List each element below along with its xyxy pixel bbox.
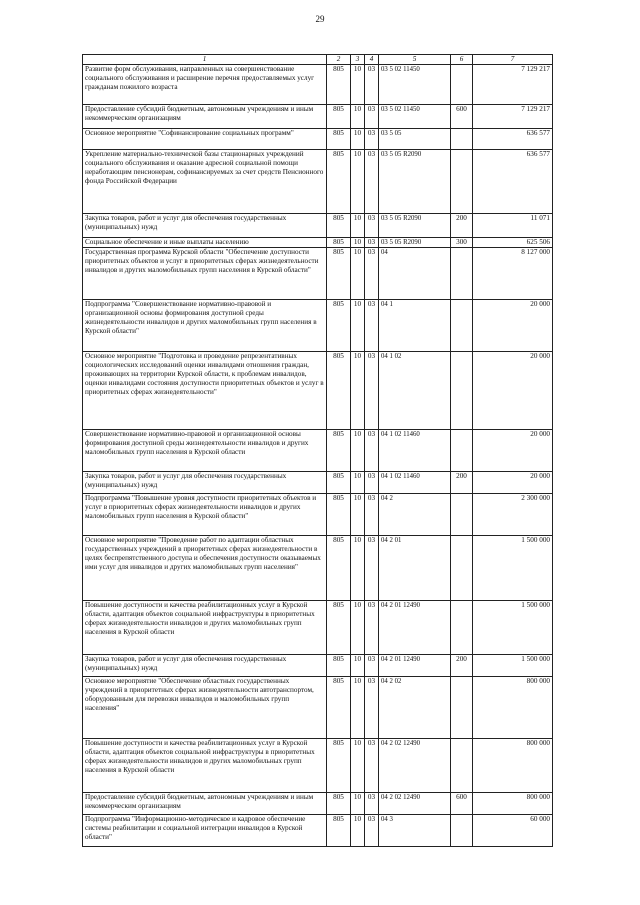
ministry-code-cell: 805 bbox=[327, 65, 351, 105]
table-row bbox=[83, 150, 553, 214]
section-code-cell: 10 bbox=[351, 248, 365, 300]
ministry-code-cell: 805 bbox=[327, 472, 351, 494]
item-name-cell: Укрепление материально-технической базы стационарных учреждений социального обслуживания и оказание адресной социальной помощи неработающим пенсионерам, софинансируемых за счет средств Пенсионного фонда Российской Федерации bbox=[83, 150, 327, 214]
subsection-code-cell: 03 bbox=[365, 494, 379, 536]
ministry-code-cell: 805 bbox=[327, 655, 351, 677]
item-name-cell: Закупка товаров, работ и услуг для обеспечения государственных (муниципальных) нужд bbox=[83, 655, 327, 677]
section-code-cell: 10 bbox=[351, 352, 365, 430]
ministry-code-cell: 805 bbox=[327, 300, 351, 352]
table-row bbox=[83, 129, 553, 150]
table-row bbox=[83, 601, 553, 655]
item-name-cell: Повышение доступности и качества реабилитационных услуг в Курской области, адаптация объектов социальной инфраструктуры в приоритетных сферах жизнедеятельности инвалидов и других маломобильных групп населения в Курской области bbox=[83, 739, 327, 793]
subsection-code-cell: 03 bbox=[365, 150, 379, 214]
subsection-code-cell: 03 bbox=[365, 105, 379, 129]
amount-cell: 2 300 000 bbox=[473, 494, 553, 536]
amount-cell: 7 129 217 bbox=[473, 105, 553, 129]
ministry-code-cell: 805 bbox=[327, 129, 351, 150]
table-row bbox=[83, 815, 553, 847]
table-row bbox=[83, 655, 553, 677]
amount-cell: 60 000 bbox=[473, 815, 553, 847]
subsection-code-cell: 03 bbox=[365, 214, 379, 238]
header-cell: 2 bbox=[327, 55, 351, 65]
section-code-cell: 10 bbox=[351, 150, 365, 214]
amount-cell: 1 500 000 bbox=[473, 601, 553, 655]
target-article-code-cell: 03 5 02 11450 bbox=[379, 65, 451, 105]
target-article-code-cell: 04 2 01 12490 bbox=[379, 655, 451, 677]
ministry-code-cell: 805 bbox=[327, 677, 351, 739]
amount-cell: 1 500 000 bbox=[473, 536, 553, 601]
table-row bbox=[83, 536, 553, 601]
header-cell: 6 bbox=[451, 55, 473, 65]
amount-cell: 20 000 bbox=[473, 352, 553, 430]
target-article-code-cell: 04 3 bbox=[379, 815, 451, 847]
item-name-cell: Государственная программа Курской области "Обеспечение доступности приоритетных объектов и услуг в приоритетных сферах жизнедеятельности инвалидов и других маломобильных групп населения в Курской области" bbox=[83, 248, 327, 300]
subsection-code-cell: 03 bbox=[365, 65, 379, 105]
expense-type-code-cell: 200 bbox=[451, 655, 473, 677]
amount-cell: 1 500 000 bbox=[473, 655, 553, 677]
ministry-code-cell: 805 bbox=[327, 536, 351, 601]
table-row bbox=[83, 248, 553, 300]
target-article-code-cell: 04 1 02 11460 bbox=[379, 430, 451, 472]
section-code-cell: 10 bbox=[351, 815, 365, 847]
target-article-code-cell: 03 5 05 R2090 bbox=[379, 214, 451, 238]
item-name-cell: Подпрограмма "Информационно-методическое и кадровое обеспечение системы реабилитации и социальной интеграции инвалидов в Курской области" bbox=[83, 815, 327, 847]
target-article-code-cell: 04 bbox=[379, 248, 451, 300]
item-name-cell: Предоставление субсидий бюджетным, автономным учреждениям и иным некоммерческим организациям bbox=[83, 105, 327, 129]
ministry-code-cell: 805 bbox=[327, 494, 351, 536]
table-row bbox=[83, 430, 553, 472]
table-row bbox=[83, 494, 553, 536]
expense-type-code-cell: 200 bbox=[451, 472, 473, 494]
target-article-code-cell: 03 5 02 11450 bbox=[379, 105, 451, 129]
expense-type-code-cell bbox=[451, 677, 473, 739]
expense-type-code-cell bbox=[451, 536, 473, 601]
item-name-cell: Предоставление субсидий бюджетным, автономным учреждениям и иным некоммерческим организациям bbox=[83, 793, 327, 815]
section-code-cell: 10 bbox=[351, 601, 365, 655]
expense-type-code-cell: 300 bbox=[451, 238, 473, 248]
ministry-code-cell: 805 bbox=[327, 793, 351, 815]
expense-type-code-cell bbox=[451, 494, 473, 536]
target-article-code-cell: 04 2 02 12490 bbox=[379, 793, 451, 815]
table-row bbox=[83, 677, 553, 739]
table-body bbox=[83, 65, 553, 847]
table-row bbox=[83, 472, 553, 494]
item-name-cell: Социальное обеспечение и иные выплаты населению bbox=[83, 238, 327, 248]
ministry-code-cell: 805 bbox=[327, 238, 351, 248]
header-cell: 5 bbox=[379, 55, 451, 65]
target-article-code-cell: 04 2 02 bbox=[379, 677, 451, 739]
subsection-code-cell: 03 bbox=[365, 248, 379, 300]
subsection-code-cell: 03 bbox=[365, 739, 379, 793]
amount-cell: 11 071 bbox=[473, 214, 553, 238]
amount-cell: 800 000 bbox=[473, 677, 553, 739]
page-number: 29 bbox=[315, 14, 325, 24]
header-cell: 3 bbox=[351, 55, 365, 65]
subsection-code-cell: 03 bbox=[365, 352, 379, 430]
item-name-cell: Закупка товаров, работ и услуг для обеспечения государственных (муниципальных) нужд bbox=[83, 472, 327, 494]
ministry-code-cell: 805 bbox=[327, 105, 351, 129]
expense-type-code-cell bbox=[451, 65, 473, 105]
item-name-cell: Закупка товаров, работ и услуг для обеспечения государственных (муниципальных) нужд bbox=[83, 214, 327, 238]
subsection-code-cell: 03 bbox=[365, 129, 379, 150]
item-name-cell: Основное мероприятие "Подготовка и проведение репрезентативных социологических исследований оценки инвалидами отношения граждан, проживающих на территории Курской области, к проблемам инвалидов, оценки инвалидами состояния доступности приоритетных объектов и услуг в приоритетных сферах жизнедеятельности" bbox=[83, 352, 327, 430]
section-code-cell: 10 bbox=[351, 793, 365, 815]
subsection-code-cell: 03 bbox=[365, 238, 379, 248]
target-article-code-cell: 04 1 02 bbox=[379, 352, 451, 430]
expense-type-code-cell bbox=[451, 300, 473, 352]
amount-cell: 800 000 bbox=[473, 739, 553, 793]
section-code-cell: 10 bbox=[351, 105, 365, 129]
expense-type-code-cell bbox=[451, 129, 473, 150]
section-code-cell: 10 bbox=[351, 655, 365, 677]
amount-cell: 636 577 bbox=[473, 150, 553, 214]
section-code-cell: 10 bbox=[351, 536, 365, 601]
ministry-code-cell: 805 bbox=[327, 430, 351, 472]
section-code-cell: 10 bbox=[351, 214, 365, 238]
section-code-cell: 10 bbox=[351, 494, 365, 536]
target-article-code-cell: 03 5 05 R2090 bbox=[379, 150, 451, 214]
table-row bbox=[83, 793, 553, 815]
header-cell: 7 bbox=[473, 55, 553, 65]
subsection-code-cell: 03 bbox=[365, 536, 379, 601]
expense-type-code-cell: 600 bbox=[451, 793, 473, 815]
target-article-code-cell: 03 5 05 bbox=[379, 129, 451, 150]
target-article-code-cell: 04 2 02 12490 bbox=[379, 739, 451, 793]
subsection-code-cell: 03 bbox=[365, 677, 379, 739]
item-name-cell: Подпрограмма "Совершенствование нормативно-правовой и организационной основы формирования доступной среды жизнедеятельности инвалидов и других маломобильных групп населения в Курской области" bbox=[83, 300, 327, 352]
amount-cell: 20 000 bbox=[473, 300, 553, 352]
expense-type-code-cell bbox=[451, 150, 473, 214]
header-row bbox=[83, 55, 553, 65]
target-article-code-cell: 04 1 bbox=[379, 300, 451, 352]
ministry-code-cell: 805 bbox=[327, 352, 351, 430]
expense-type-code-cell bbox=[451, 815, 473, 847]
subsection-code-cell: 03 bbox=[365, 815, 379, 847]
expense-type-code-cell bbox=[451, 352, 473, 430]
item-name-cell: Основное мероприятие "Софинансирование социальных программ" bbox=[83, 129, 327, 150]
subsection-code-cell: 03 bbox=[365, 430, 379, 472]
item-name-cell: Основное мероприятие "Обеспечение областных государственных учреждений в приоритетных сферах жизнедеятельности автотранспортом, оборудованным для перевозки инвалидов и маломобильных групп населения" bbox=[83, 677, 327, 739]
target-article-code-cell: 04 2 01 12490 bbox=[379, 601, 451, 655]
section-code-cell: 10 bbox=[351, 677, 365, 739]
table-row bbox=[83, 214, 553, 238]
amount-cell: 7 129 217 bbox=[473, 65, 553, 105]
section-code-cell: 10 bbox=[351, 129, 365, 150]
amount-cell: 800 000 bbox=[473, 793, 553, 815]
amount-cell: 20 000 bbox=[473, 430, 553, 472]
ministry-code-cell: 805 bbox=[327, 739, 351, 793]
target-article-code-cell: 04 2 bbox=[379, 494, 451, 536]
table-row bbox=[83, 105, 553, 129]
item-name-cell: Повышение доступности и качества реабилитационных услуг в Курской области, адаптация объектов социальной инфраструктуры в приоритетных сферах жизнедеятельности инвалидов и других маломобильных групп населения в Курской области bbox=[83, 601, 327, 655]
item-name-cell: Основное мероприятие "Проведение работ по адаптации областных государственных учреждений в приоритетных сферах жизнедеятельности в целях беспрепятственного доступа и обеспечения доступности оказываемых ими услуг для инвалидов и других маломобильных групп населения" bbox=[83, 536, 327, 601]
section-code-cell: 10 bbox=[351, 238, 365, 248]
header-cell: 1 bbox=[83, 55, 327, 65]
table-row bbox=[83, 352, 553, 430]
ministry-code-cell: 805 bbox=[327, 815, 351, 847]
header-cell: 4 bbox=[365, 55, 379, 65]
item-name-cell: Подпрограмма "Повышение уровня доступности приоритетных объектов и услуг в приоритетных сферах жизнедеятельности инвалидов и других маломобильных групп населения в Курской области" bbox=[83, 494, 327, 536]
item-name-cell: Развитие форм обслуживания, направленных на совершенствование социального обслуживания и расширение перечня предоставляемых услуг гражданам пожилого возраста bbox=[83, 65, 327, 105]
expense-type-code-cell bbox=[451, 430, 473, 472]
amount-cell: 20 000 bbox=[473, 472, 553, 494]
ministry-code-cell: 805 bbox=[327, 150, 351, 214]
target-article-code-cell: 04 2 01 bbox=[379, 536, 451, 601]
target-article-code-cell: 03 5 05 R2090 bbox=[379, 238, 451, 248]
amount-cell: 625 506 bbox=[473, 238, 553, 248]
table-row bbox=[83, 739, 553, 793]
section-code-cell: 10 bbox=[351, 300, 365, 352]
subsection-code-cell: 03 bbox=[365, 472, 379, 494]
expense-type-code-cell: 200 bbox=[451, 214, 473, 238]
section-code-cell: 10 bbox=[351, 472, 365, 494]
subsection-code-cell: 03 bbox=[365, 300, 379, 352]
table-row bbox=[83, 238, 553, 248]
budget-table bbox=[82, 54, 553, 847]
subsection-code-cell: 03 bbox=[365, 793, 379, 815]
ministry-code-cell: 805 bbox=[327, 601, 351, 655]
table-row bbox=[83, 65, 553, 105]
ministry-code-cell: 805 bbox=[327, 248, 351, 300]
section-code-cell: 10 bbox=[351, 739, 365, 793]
amount-cell: 636 577 bbox=[473, 129, 553, 150]
section-code-cell: 10 bbox=[351, 430, 365, 472]
amount-cell: 8 127 000 bbox=[473, 248, 553, 300]
ministry-code-cell: 805 bbox=[327, 214, 351, 238]
expense-type-code-cell bbox=[451, 601, 473, 655]
expense-type-code-cell bbox=[451, 248, 473, 300]
expense-type-code-cell bbox=[451, 739, 473, 793]
expense-type-code-cell: 600 bbox=[451, 105, 473, 129]
subsection-code-cell: 03 bbox=[365, 655, 379, 677]
subsection-code-cell: 03 bbox=[365, 601, 379, 655]
item-name-cell: Совершенствование нормативно-правовой и организационной основы формирования доступной среды жизнедеятельности инвалидов и других маломобильных групп населения в Курской области bbox=[83, 430, 327, 472]
target-article-code-cell: 04 1 02 11460 bbox=[379, 472, 451, 494]
section-code-cell: 10 bbox=[351, 65, 365, 105]
table-row bbox=[83, 300, 553, 352]
